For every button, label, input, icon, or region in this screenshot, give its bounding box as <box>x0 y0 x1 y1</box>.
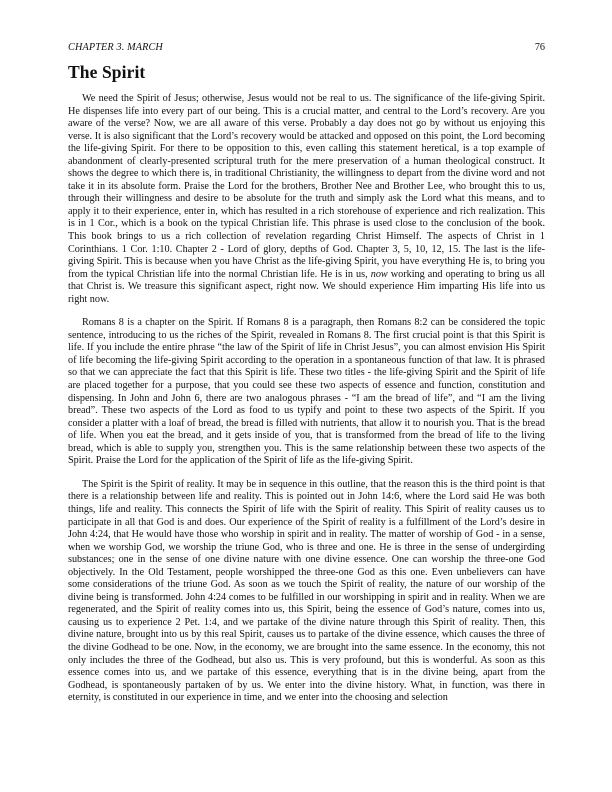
page-number: 76 <box>534 42 545 53</box>
text-run: Romans 8 is a chapter on the Spirit. If Romans 8 is a paragraph, then Romans 8:2 can be considered the topic sentence, introducing to us the riches of the Spirit, revealed in Romans 8. The first crucial point is that this Spirit is life. If you include the entire phrase “the law of the Spirit of life in Christ Jesus”, you can almost envision His Spirit of life becoming the life-giving Spirit according to the operation in a spontaneous function of that law. It is phrased so that we can appreciate the fact that this Spirit is life. These two titles - the life-giving Spirit and the Spirit of life are placed together for a purpose, that you could see these two aspects of essence and function, constitution and dispensing. In John and John 6, there are two analogous phrases - “I am the bread of life”, and “I am the living bread”. These two aspects of the Lord as food to us typify and point to these two aspects of the Spirit. If you consider a platter with a loaf of bread, the bread is filled with nutrients, that allow it to nourish you. That is the bread of life. When you eat the bread, and it gets inside of you, that is transformed from the bread of life to the living bread, which is able to supply you, strengthen you. This is the same relationship between these two aspects of the Spirit. Praise the Lord for the application of the Spirit of life as the life-giving Spirit. <box>68 317 545 467</box>
text-run: The Spirit is the Spirit of reality. It may be in sequence in this outline, that the reason this is the third point is that there is a relationship between life and reality. This is pointed out in John 14:6, where the Lord said He was both things, life and reality. This connects the Spirit of life with the Spirit of reality. This Spirit of reality causes us to participate in all that God is and does. Our experience of the Spirit of reality is a fulfillment of the Lord’s desire in John 4:24, that He would have those who worship in spirit and in reality. The matter of worship of God - in a sense, when we worship God, we worship the triune God, who is three and one. He is three in the sense of undergirding substances; one in the sense of one divine nature with one divine essence. One can worship the three-one God objectively. In the Old Testament, people worshipped the three-one God as this one. Even unbelievers can have some considerations of the triune God. As soon as we touch the Spirit of reality, the nature of our worship of the divine being is transformed. John 4:24 comes to be fulfilled in our worshipping in spirit and in reality. When we are regenerated, and the Spirit of reality comes into us, this Spirit, being the essence of God’s nature, comes into us, causing us to experience 2 Pet. 1:4, and we partake of the divine nature through this Spirit of reality. Then, this divine nature, brought into us by this real Spirit, causes us to partake of the divine essence, which causes the three of the divine Godhead to be one. Now, in the economy, we are brought into the same essence. In the economy, this not only includes the three of the Godhead, but also us. This is very profound, but this is wonderful. As soon as this essence comes into us, and we partake of this essence, everything that is in the divine being, apart from the Godhead, is spontaneously partaken of by us. We enter into the divine history. What, in function, was there in eternity, is constituted in our experience in time, and we enter into the choosing and selection <box>68 478 545 704</box>
section-title: The Spirit <box>68 62 146 82</box>
emphasized-text: now <box>370 268 388 280</box>
text-run: We need the Spirit of Jesus; otherwise, Jesus would not be real to us. The significance of the life-giving Spirit. He dispenses life into every part of our being. This is a crucial matter, and central to the Lord’s recovery. Are you aware of the verse? Now, we are all aware of this verse. Probably a day does not go by without us enjoying this verse. It is also significant that the Lord’s recovery would be attacked and opposed on this point, the Lord becoming the life-giving Spirit. For there to be opposition to this, even calling this statement heretical, is a top example of abandonment of clearly-presented scriptural truth for the mere preservation of a human theological construct. It shows the degree to which there is, in traditional Christianity, the willingness to depart from the divine word and not take it in its absolute form. Praise the Lord for the brothers, Brother Nee and Brother Lee, who brought this to us, through their willingness and desire to be absolute for the truth and simply ask the Lord what this means, and to apply it to their experience, enter in, which has resulted in a rich storehouse of experience and rich realization. This is in 1 Cor., which is a book on the typical Christian life. This phrase is used close to the conclusion of the book. This book brings to us a rich collection of revelation regarding Christ Himself. The aspects of Christ in 1 Corinthians. 1 Cor. 1:10. Chapter 2 - Lord of glory, depths of God. Chapter 3, 5, 10, 12, 15. The last is the life-giving Spirit. This is because when you have Christ as the life-giving Spirit, you have everything He is, to bring you from the typical Christian life into the normal Christian life. He is in us, <box>68 93 545 280</box>
text-run: working and operating to bring us all that Christ is. We treasure this significant aspect, right now. We should experience Him imparting His life into us right now. <box>68 268 545 305</box>
paragraph <box>68 479 545 705</box>
paragraph <box>68 317 545 468</box>
body-text <box>68 93 545 716</box>
running-header <box>68 42 545 53</box>
paragraph <box>68 93 545 306</box>
running-head-chapter: CHAPTER 3. MARCH <box>68 42 163 53</box>
